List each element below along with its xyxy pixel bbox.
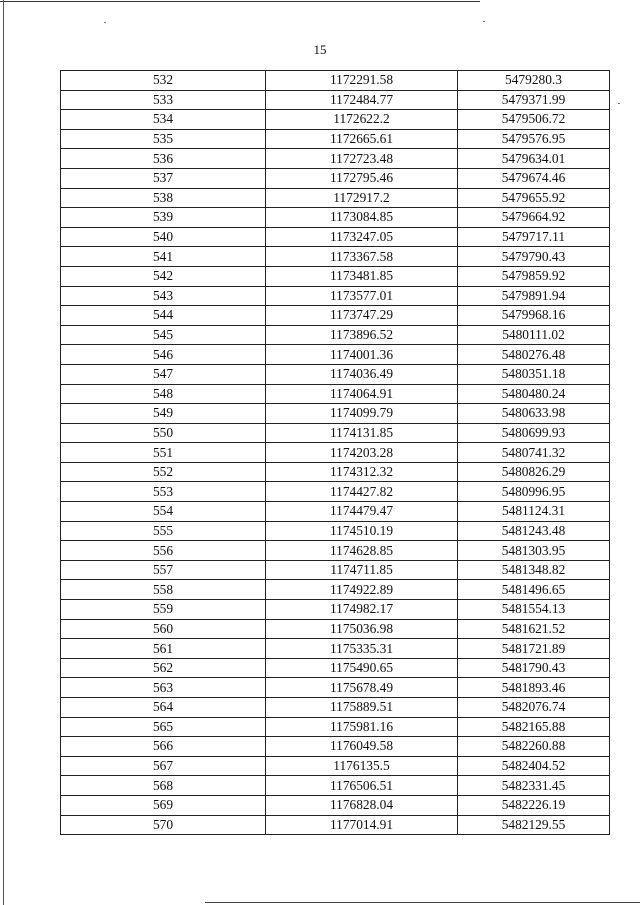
table-row	[61, 247, 610, 267]
point-number-cell: 535	[61, 129, 266, 149]
y-coordinate-cell: 5482331.45	[458, 776, 610, 796]
x-coordinate-cell: 1172484.77	[266, 90, 458, 110]
y-coordinate-cell: 5479717.11	[458, 227, 610, 247]
x-coordinate-cell: 1174001.36	[266, 345, 458, 365]
x-coordinate-cell: 1175036.98	[266, 619, 458, 639]
y-coordinate-cell: 5481496.65	[458, 580, 610, 600]
table-row	[61, 90, 610, 110]
y-coordinate-cell: 5480351.18	[458, 364, 610, 384]
table-row	[61, 756, 610, 776]
table-row	[61, 149, 610, 169]
x-coordinate-cell: 1174064.91	[266, 384, 458, 404]
point-number-cell: 559	[61, 600, 266, 620]
point-number-cell: 548	[61, 384, 266, 404]
x-coordinate-cell: 1172795.46	[266, 168, 458, 188]
table-row	[61, 462, 610, 482]
y-coordinate-cell: 5481303.95	[458, 541, 610, 561]
table-row	[61, 110, 610, 130]
y-coordinate-cell: 5480633.98	[458, 404, 610, 424]
x-coordinate-cell: 1172291.58	[266, 71, 458, 91]
table-row	[61, 227, 610, 247]
point-number-cell: 554	[61, 502, 266, 522]
x-coordinate-cell: 1174922.89	[266, 580, 458, 600]
y-coordinate-cell: 5480826.29	[458, 462, 610, 482]
x-coordinate-cell: 1174203.28	[266, 443, 458, 463]
y-coordinate-cell: 5480699.93	[458, 423, 610, 443]
x-coordinate-cell: 1174427.82	[266, 482, 458, 502]
table-row	[61, 325, 610, 345]
y-coordinate-cell: 5480276.48	[458, 345, 610, 365]
x-coordinate-cell: 1176049.58	[266, 737, 458, 757]
point-number-cell: 538	[61, 188, 266, 208]
x-coordinate-cell: 1174628.85	[266, 541, 458, 561]
point-number-cell: 560	[61, 619, 266, 639]
table-row	[61, 364, 610, 384]
top-border-line	[0, 1, 480, 2]
table-row	[61, 560, 610, 580]
point-number-cell: 536	[61, 149, 266, 169]
point-number-cell: 561	[61, 639, 266, 659]
table-row	[61, 423, 610, 443]
scan-speck	[483, 21, 485, 22]
point-number-cell: 558	[61, 580, 266, 600]
table-row	[61, 678, 610, 698]
y-coordinate-cell: 5480111.02	[458, 325, 610, 345]
table-row	[61, 717, 610, 737]
x-coordinate-cell: 1173577.01	[266, 286, 458, 306]
y-coordinate-cell: 5481124.31	[458, 502, 610, 522]
scan-speck	[618, 103, 620, 104]
y-coordinate-cell: 5480996.95	[458, 482, 610, 502]
y-coordinate-cell: 5479655.92	[458, 188, 610, 208]
point-number-cell: 553	[61, 482, 266, 502]
point-number-cell: 562	[61, 658, 266, 678]
y-coordinate-cell: 5482404.52	[458, 756, 610, 776]
table-row	[61, 286, 610, 306]
y-coordinate-cell: 5479664.92	[458, 208, 610, 228]
x-coordinate-cell: 1173247.05	[266, 227, 458, 247]
x-coordinate-cell: 1173084.85	[266, 208, 458, 228]
x-coordinate-cell: 1173747.29	[266, 306, 458, 326]
coordinates-table-body	[61, 71, 610, 835]
point-number-cell: 567	[61, 756, 266, 776]
table-row	[61, 345, 610, 365]
point-number-cell: 552	[61, 462, 266, 482]
y-coordinate-cell: 5479674.46	[458, 168, 610, 188]
y-coordinate-cell: 5479790.43	[458, 247, 610, 267]
point-number-cell: 544	[61, 306, 266, 326]
table-row	[61, 443, 610, 463]
y-coordinate-cell: 5481621.52	[458, 619, 610, 639]
point-number-cell: 549	[61, 404, 266, 424]
y-coordinate-cell: 5482226.19	[458, 795, 610, 815]
x-coordinate-cell: 1174131.85	[266, 423, 458, 443]
table-row	[61, 502, 610, 522]
table-row	[61, 776, 610, 796]
point-number-cell: 540	[61, 227, 266, 247]
point-number-cell: 551	[61, 443, 266, 463]
y-coordinate-cell: 5481348.82	[458, 560, 610, 580]
table-row	[61, 600, 610, 620]
point-number-cell: 564	[61, 698, 266, 718]
x-coordinate-cell: 1173367.58	[266, 247, 458, 267]
point-number-cell: 532	[61, 71, 266, 91]
x-coordinate-cell: 1177014.91	[266, 815, 458, 835]
point-number-cell: 570	[61, 815, 266, 835]
table-row	[61, 815, 610, 835]
table-row	[61, 404, 610, 424]
point-number-cell: 543	[61, 286, 266, 306]
table-row	[61, 619, 610, 639]
point-number-cell: 546	[61, 345, 266, 365]
table-row	[61, 639, 610, 659]
x-coordinate-cell: 1176135.5	[266, 756, 458, 776]
scan-speck	[104, 22, 106, 23]
left-border-line	[3, 0, 4, 905]
point-number-cell: 557	[61, 560, 266, 580]
point-number-cell: 569	[61, 795, 266, 815]
point-number-cell: 556	[61, 541, 266, 561]
point-number-cell: 568	[61, 776, 266, 796]
x-coordinate-cell: 1175335.31	[266, 639, 458, 659]
x-coordinate-cell: 1174312.32	[266, 462, 458, 482]
x-coordinate-cell: 1174036.49	[266, 364, 458, 384]
y-coordinate-cell: 5482129.55	[458, 815, 610, 835]
x-coordinate-cell: 1172917.2	[266, 188, 458, 208]
point-number-cell: 545	[61, 325, 266, 345]
y-coordinate-cell: 5479280.3	[458, 71, 610, 91]
x-coordinate-cell: 1174982.17	[266, 600, 458, 620]
point-number-cell: 534	[61, 110, 266, 130]
y-coordinate-cell: 5480480.24	[458, 384, 610, 404]
table-row	[61, 541, 610, 561]
x-coordinate-cell: 1174711.85	[266, 560, 458, 580]
x-coordinate-cell: 1174479.47	[266, 502, 458, 522]
point-number-cell: 537	[61, 168, 266, 188]
y-coordinate-cell: 5482165.88	[458, 717, 610, 737]
y-coordinate-cell: 5481554.13	[458, 600, 610, 620]
table-row	[61, 482, 610, 502]
y-coordinate-cell: 5481893.46	[458, 678, 610, 698]
table-row	[61, 795, 610, 815]
table-row	[61, 129, 610, 149]
y-coordinate-cell: 5479506.72	[458, 110, 610, 130]
table-row	[61, 188, 610, 208]
table-row	[61, 580, 610, 600]
table-row	[61, 266, 610, 286]
y-coordinate-cell: 5481790.43	[458, 658, 610, 678]
point-number-cell: 541	[61, 247, 266, 267]
x-coordinate-cell: 1173481.85	[266, 266, 458, 286]
table-row	[61, 521, 610, 541]
x-coordinate-cell: 1176828.04	[266, 795, 458, 815]
y-coordinate-cell: 5479371.99	[458, 90, 610, 110]
y-coordinate-cell: 5482076.74	[458, 698, 610, 718]
point-number-cell: 539	[61, 208, 266, 228]
x-coordinate-cell: 1172665.61	[266, 129, 458, 149]
coordinates-table	[60, 70, 610, 835]
table-row	[61, 168, 610, 188]
point-number-cell: 550	[61, 423, 266, 443]
bottom-border-line	[205, 902, 640, 903]
point-number-cell: 565	[61, 717, 266, 737]
y-coordinate-cell: 5480741.32	[458, 443, 610, 463]
point-number-cell: 542	[61, 266, 266, 286]
y-coordinate-cell: 5479576.95	[458, 129, 610, 149]
point-number-cell: 533	[61, 90, 266, 110]
x-coordinate-cell: 1172622.2	[266, 110, 458, 130]
x-coordinate-cell: 1175981.16	[266, 717, 458, 737]
y-coordinate-cell: 5482260.88	[458, 737, 610, 757]
x-coordinate-cell: 1174099.79	[266, 404, 458, 424]
table-row	[61, 698, 610, 718]
point-number-cell: 566	[61, 737, 266, 757]
table-row	[61, 737, 610, 757]
page-number: 15	[313, 42, 327, 57]
x-coordinate-cell: 1176506.51	[266, 776, 458, 796]
x-coordinate-cell: 1175678.49	[266, 678, 458, 698]
point-number-cell: 547	[61, 364, 266, 384]
y-coordinate-cell: 5479968.16	[458, 306, 610, 326]
y-coordinate-cell: 5479891.94	[458, 286, 610, 306]
y-coordinate-cell: 5481243.48	[458, 521, 610, 541]
x-coordinate-cell: 1172723.48	[266, 149, 458, 169]
point-number-cell: 555	[61, 521, 266, 541]
y-coordinate-cell: 5479634.01	[458, 149, 610, 169]
y-coordinate-cell: 5481721.89	[458, 639, 610, 659]
table-row	[61, 208, 610, 228]
table-row	[61, 71, 610, 91]
x-coordinate-cell: 1175490.65	[266, 658, 458, 678]
x-coordinate-cell: 1173896.52	[266, 325, 458, 345]
table-row	[61, 658, 610, 678]
x-coordinate-cell: 1175889.51	[266, 698, 458, 718]
table-row	[61, 384, 610, 404]
y-coordinate-cell: 5479859.92	[458, 266, 610, 286]
x-coordinate-cell: 1174510.19	[266, 521, 458, 541]
point-number-cell: 563	[61, 678, 266, 698]
table-row	[61, 306, 610, 326]
